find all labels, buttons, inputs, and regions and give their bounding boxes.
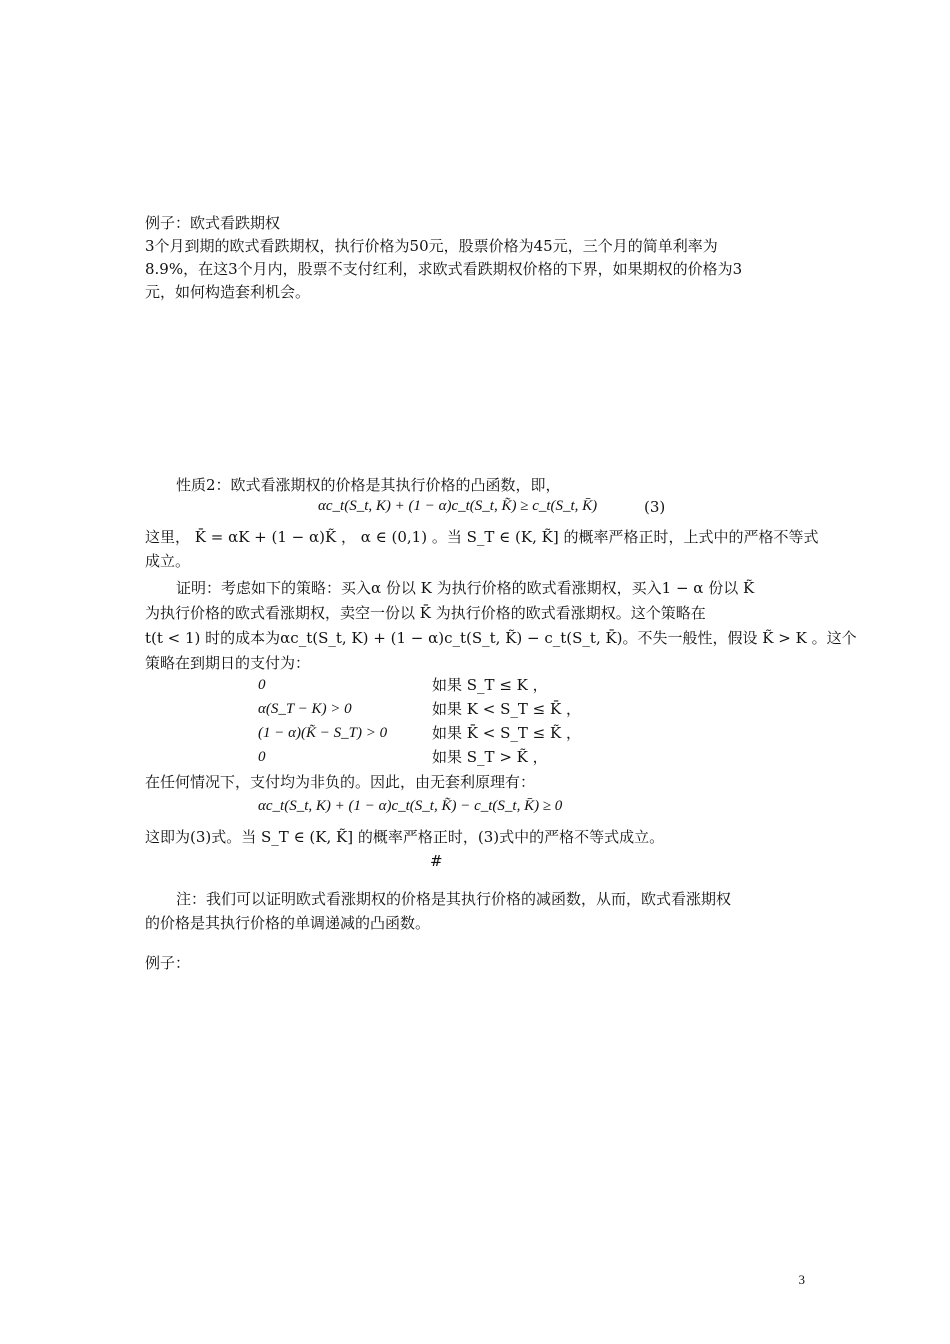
proof-line-4: 策略在到期日的支付为：: [145, 654, 311, 672]
property-note-line-2: 成立。: [145, 552, 191, 570]
payoff-condition-1: 如果 S_T ≤ K ，: [432, 676, 548, 694]
proof-final: 这即为(3)式。当 S_T ∈ (K, K̃] 的概率严格正时，(3)式中的严格不等式成立。: [145, 828, 665, 846]
property-note-line-1: 这里， K̄ = αK + (1 − α)K̃ ， α ∈ (0,1) 。当 S_T ∈ (K, K̃] 的概率严格正时，上式中的严格不等式: [145, 528, 819, 546]
payoff-condition-4: 如果 S_T > K̃ ，: [432, 748, 548, 766]
property-formula: αc_t(S_t, K) + (1 − α)c_t(S_t, K̃) ≥ c_t(S_t, K̄): [318, 498, 598, 514]
example1-line-3: 元，如何构造套利机会。: [145, 283, 311, 301]
end-of-proof-mark: #: [430, 852, 443, 870]
example1-line-2: 8.9%，在这3个月内，股票不支付红利，求欧式看跌期权价格的下界，如果期权的价格为3: [145, 260, 743, 278]
payoff-value-1: 0: [258, 677, 266, 693]
example1-title: 例子：欧式看跌期权: [145, 214, 281, 232]
proof-line-3: t(t < 1) 时的成本为αc_t(S_t, K) + (1 − α)c_t(S_t, K̃) − c_t(S_t, K̄)。不失一般性，假设 K̃ > K 。这个: [145, 629, 857, 647]
payoff-condition-2: 如果 K < S_T ≤ K̄ ，: [432, 700, 581, 718]
payoff-condition-3: 如果 K̄ < S_T ≤ K̃ ，: [432, 724, 581, 742]
page-number: 3: [798, 1272, 805, 1287]
payoff-value-2: α(S_T − K) > 0: [258, 701, 352, 717]
proof-formula: αc_t(S_t, K) + (1 − α)c_t(S_t, K̃) − c_t(S_t, K̄) ≥ 0: [258, 798, 563, 814]
remark-line-2: 的价格是其执行价格的单调递减的凸函数。: [145, 914, 431, 932]
proof-conclusion: 在任何情况下，支付均为非负的。因此，由无套利原理有：: [145, 773, 536, 791]
payoff-value-3: (1 − α)(K̃ − S_T) > 0: [258, 725, 388, 741]
property-formula-number: (3): [644, 498, 666, 516]
property-heading: 性质2：欧式看涨期权的价格是其执行价格的凸函数，即，: [176, 476, 561, 494]
proof-line-2: 为执行价格的欧式看涨期权，卖空一份以 K̄ 为执行价格的欧式看涨期权。这个策略在: [145, 604, 706, 622]
example1-line-1: 3个月到期的欧式看跌期权，执行价格为50元，股票价格为45元，三个月的简单利率为: [145, 237, 718, 255]
payoff-value-4: 0: [258, 749, 266, 765]
example2-title: 例子：: [145, 954, 191, 972]
remark-line-1: 注：我们可以证明欧式看涨期权的价格是其执行价格的减函数，从而，欧式看涨期权: [176, 890, 732, 908]
proof-line-1: 证明：考虑如下的策略：买入α 份以 K 为执行价格的欧式看涨期权，买入1 − α 份以 K̃: [176, 579, 755, 597]
